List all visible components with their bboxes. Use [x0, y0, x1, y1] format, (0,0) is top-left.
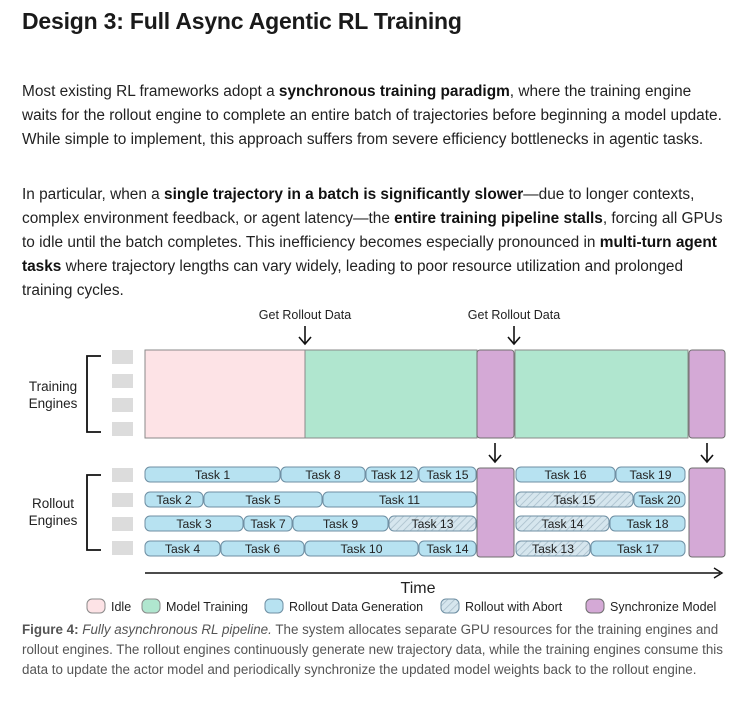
figure-caption	[22, 620, 734, 679]
task-label: Task 15	[426, 468, 469, 482]
legend-swatch-sync	[586, 599, 604, 613]
async-pipeline-figure	[0, 300, 756, 620]
idle-block	[145, 350, 305, 438]
bracket-line	[87, 475, 101, 550]
gpu-slot-icon	[112, 468, 133, 482]
task-label: Task 19	[629, 468, 672, 482]
synchronize-model-block	[689, 468, 725, 557]
legend-label: Model Training	[166, 600, 248, 614]
legend-swatch-idle	[87, 599, 105, 613]
legend-swatch-rollout	[265, 599, 283, 613]
task-label: Task 15	[553, 493, 596, 507]
training-engines-label: Training	[28, 379, 78, 394]
task-label: Task 13	[411, 517, 454, 531]
time-axis-label: Time	[400, 580, 436, 597]
gpu-slot-icon	[112, 422, 133, 436]
legend-label: Rollout with Abort	[465, 600, 563, 614]
training-engines-label: Engines	[28, 396, 78, 411]
task-label: Task 10	[340, 542, 383, 556]
legend-swatch-training	[142, 599, 160, 613]
task-label: Task 5	[245, 493, 281, 507]
body-text: where trajectory lengths can vary widely, leading to poor resource utilization and prolonged training cycles.	[22, 258, 684, 299]
gpu-slot-icon	[112, 517, 133, 531]
legend-label: Rollout Data Generation	[289, 600, 424, 614]
model-training-block	[515, 350, 688, 438]
emphasis-text: single trajectory in a batch is significantly slower	[164, 186, 524, 203]
paragraph-sync-paradigm	[22, 80, 728, 152]
task-label: Task 1	[194, 468, 231, 482]
task-label: Task 16	[544, 468, 587, 482]
task-label: Task 18	[626, 517, 669, 531]
caption-prefix: Figure 4:	[22, 622, 79, 637]
task-label: Task 9	[322, 517, 359, 531]
legend-label: Synchronize Model	[610, 600, 717, 614]
bracket-line	[87, 356, 101, 432]
task-label: Task 2	[156, 493, 192, 507]
task-label: Task 3	[176, 517, 212, 531]
task-label: Task 6	[244, 542, 281, 556]
caption-text: The system allocates separate GPU resources for the training engines and rollout engines. The rollout engines continuously generate new trajectory data, while the training engines consume this data to update the actor model and periodically synchronize the updated model weights back to the rollout engine.	[22, 622, 723, 677]
body-text: , where the training engine waits for the rollout engine to complete an entire batch of trajectories before beginning a model update. While simple to implement, this approach suffers from severe efficiency bottlenecks in agentic tasks.	[22, 83, 722, 148]
task-label: Task 12	[370, 468, 414, 482]
task-label: Task 11	[378, 493, 421, 507]
synchronize-model-block	[477, 350, 514, 438]
task-label: Task 4	[164, 542, 201, 556]
task-label: Task 17	[616, 542, 660, 556]
body-text: Most existing RL frameworks adopt a	[22, 83, 279, 100]
emphasis-text: synchronous training paradigm	[278, 83, 510, 100]
get-rollout-data-label: Get Rollout Data	[467, 308, 561, 322]
paragraph-pipeline-stalls	[22, 183, 728, 303]
gpu-slot-icon	[112, 374, 133, 388]
body-text: In particular, when a	[22, 186, 165, 203]
get-rollout-data-label: Get Rollout Data	[258, 308, 352, 322]
task-label: Task 14	[426, 542, 469, 556]
body-text: —due to longer contexts, complex environment feedback, or agent latency—the	[22, 186, 695, 227]
gpu-slot-icon	[112, 398, 133, 412]
task-label: Task 8	[305, 468, 341, 482]
caption-title: Fully asynchronous RL pipeline.	[82, 622, 272, 637]
emphasis-text: multi-turn agent tasks	[22, 234, 717, 275]
task-label: Task 14	[541, 517, 584, 531]
gpu-slot-icon	[112, 350, 133, 364]
rollout-engines-label: Engines	[28, 513, 78, 528]
task-label: Task 13	[531, 542, 575, 556]
section-heading: Design 3: Full Async Agentic RL Training	[22, 8, 462, 34]
gpu-slot-icon	[112, 541, 133, 555]
model-training-block	[305, 350, 477, 438]
legend-swatch-abort	[441, 599, 459, 613]
gpu-slot-icon	[112, 493, 133, 507]
synchronize-model-block	[477, 468, 514, 557]
task-label: Task 7	[250, 517, 286, 531]
body-text: , forcing all GPUs to idle until the batch completes. This inefficiency becomes especially pronounced in	[22, 210, 723, 251]
synchronize-model-block	[689, 350, 725, 438]
rollout-engines-label: Rollout	[31, 496, 75, 511]
task-label: Task 20	[638, 493, 681, 507]
legend-label: Idle	[111, 600, 132, 614]
emphasis-text: entire training pipeline stalls	[394, 210, 603, 227]
